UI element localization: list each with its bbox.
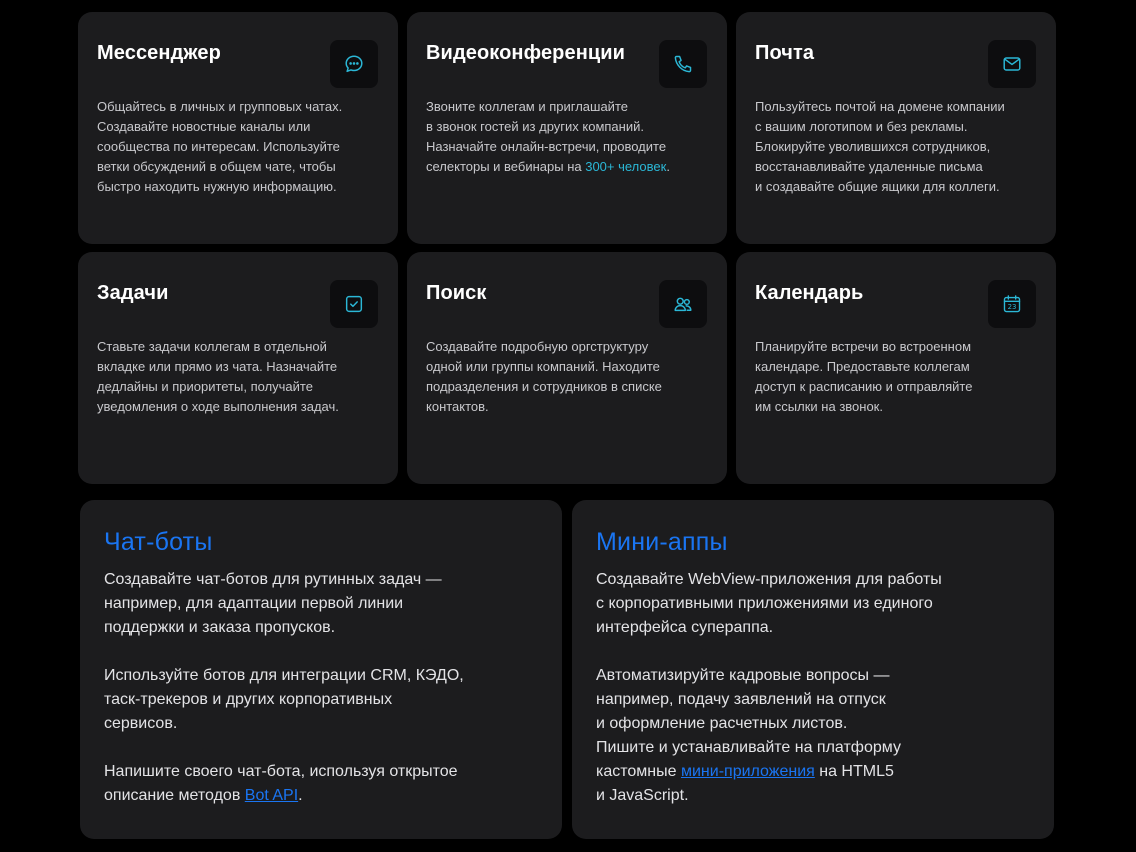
- feature-title: Мессенджер: [97, 42, 221, 64]
- miniapps-paragraph-end: на HTML5 и JavaScript.: [596, 763, 894, 804]
- bot-api-link[interactable]: Bot API: [244, 787, 299, 804]
- chatbots-paragraph: Создавайте чат-ботов для рутинных задач — например, для адаптации первой линии поддержки и заказа пропусков.: [104, 571, 442, 636]
- miniapps-paragraph: Автоматизируйте кадровые вопросы — например, подачу заявлений на отпуск и оформление расчетных листов.: [596, 667, 890, 732]
- chatbots-card: [80, 500, 562, 839]
- feature-title: Календарь: [755, 282, 864, 304]
- calendar-icon: [988, 280, 1036, 328]
- feature-title: Почта: [755, 42, 815, 64]
- feature-title: Видеоконференции: [426, 42, 626, 64]
- chatbots-title: Чат-боты: [104, 528, 213, 556]
- chatbots-paragraph-end: .: [298, 787, 303, 804]
- feature-card-mail: [736, 12, 1056, 244]
- feature-description: Ставьте задачи коллегам в отдельной вкладке или прямо из чата. Назначайте дедлайны и приоритеты, получайте уведомления о ходе выполнения задач.: [97, 339, 339, 414]
- chat-bubble-icon: [330, 40, 378, 88]
- feature-description-text: Звоните коллегам и приглашайте в звонок гостей из других компаний. Назначайте онлайн-встречи, проводите селекторы и вебинары на: [426, 99, 667, 174]
- envelope-icon: [988, 40, 1036, 88]
- feature-card-messenger: [78, 12, 398, 244]
- feature-highlight: 300+ человек: [585, 159, 667, 174]
- feature-description: Общайтесь в личных и групповых чатах. Создавайте новостные каналы или сообщества по интересам. Используйте ветки обсуждений в общем чате, чтобы быстро находить нужную информацию.: [97, 99, 343, 194]
- feature-title: Поиск: [426, 282, 487, 304]
- miniapps-paragraph-text: Пишите и устанавливайте на платформу кастомные: [596, 739, 901, 780]
- calendar-icon-day: 23: [1007, 303, 1017, 312]
- chatbots-body: [104, 568, 546, 808]
- chatbots-paragraph-text: Напишите своего чат-бота, используя открытое описание методов: [104, 763, 458, 804]
- checkbox-icon: [330, 280, 378, 328]
- feature-title: Задачи: [97, 282, 169, 304]
- people-icon: [659, 280, 707, 328]
- miniapps-card: [572, 500, 1054, 839]
- miniapps-paragraph: [596, 736, 1038, 808]
- feature-description-end: .: [666, 159, 670, 174]
- feature-card-tasks: [78, 252, 398, 484]
- miniapps-body: [596, 568, 1038, 808]
- chatbots-paragraph: Используйте ботов для интеграции CRM, КЭДО, таск-трекеров и других корпоративных сервисов.: [104, 667, 464, 732]
- feature-description: [426, 97, 713, 177]
- feature-description: Создавайте подробную оргструктуру одной или группы компаний. Находите подразделения и сотрудников в списке контактов.: [426, 339, 662, 414]
- mini-apps-link[interactable]: мини-приложения: [680, 763, 815, 780]
- phone-icon: [659, 40, 707, 88]
- feature-card-calendar: [736, 252, 1056, 484]
- miniapps-title: Мини-аппы: [596, 528, 728, 556]
- feature-description: Планируйте встречи во встроенном календаре. Предоставьте коллегам доступ к расписанию и отправляйте им ссылки на звонок.: [755, 339, 973, 414]
- feature-card-videoconference: [407, 12, 727, 244]
- feature-description: Пользуйтесь почтой на домене компании с вашим логотипом и без рекламы. Блокируйте уволившихся сотрудников, восстанавливайте удаленные письма и создавайте общие ящики для коллеги.: [755, 99, 1005, 194]
- feature-card-search: [407, 252, 727, 484]
- miniapps-paragraph: Создавайте WebView-приложения для работы с корпоративными приложениями из единого интерфейса супераппа.: [596, 571, 942, 636]
- chatbots-paragraph: [104, 760, 546, 808]
